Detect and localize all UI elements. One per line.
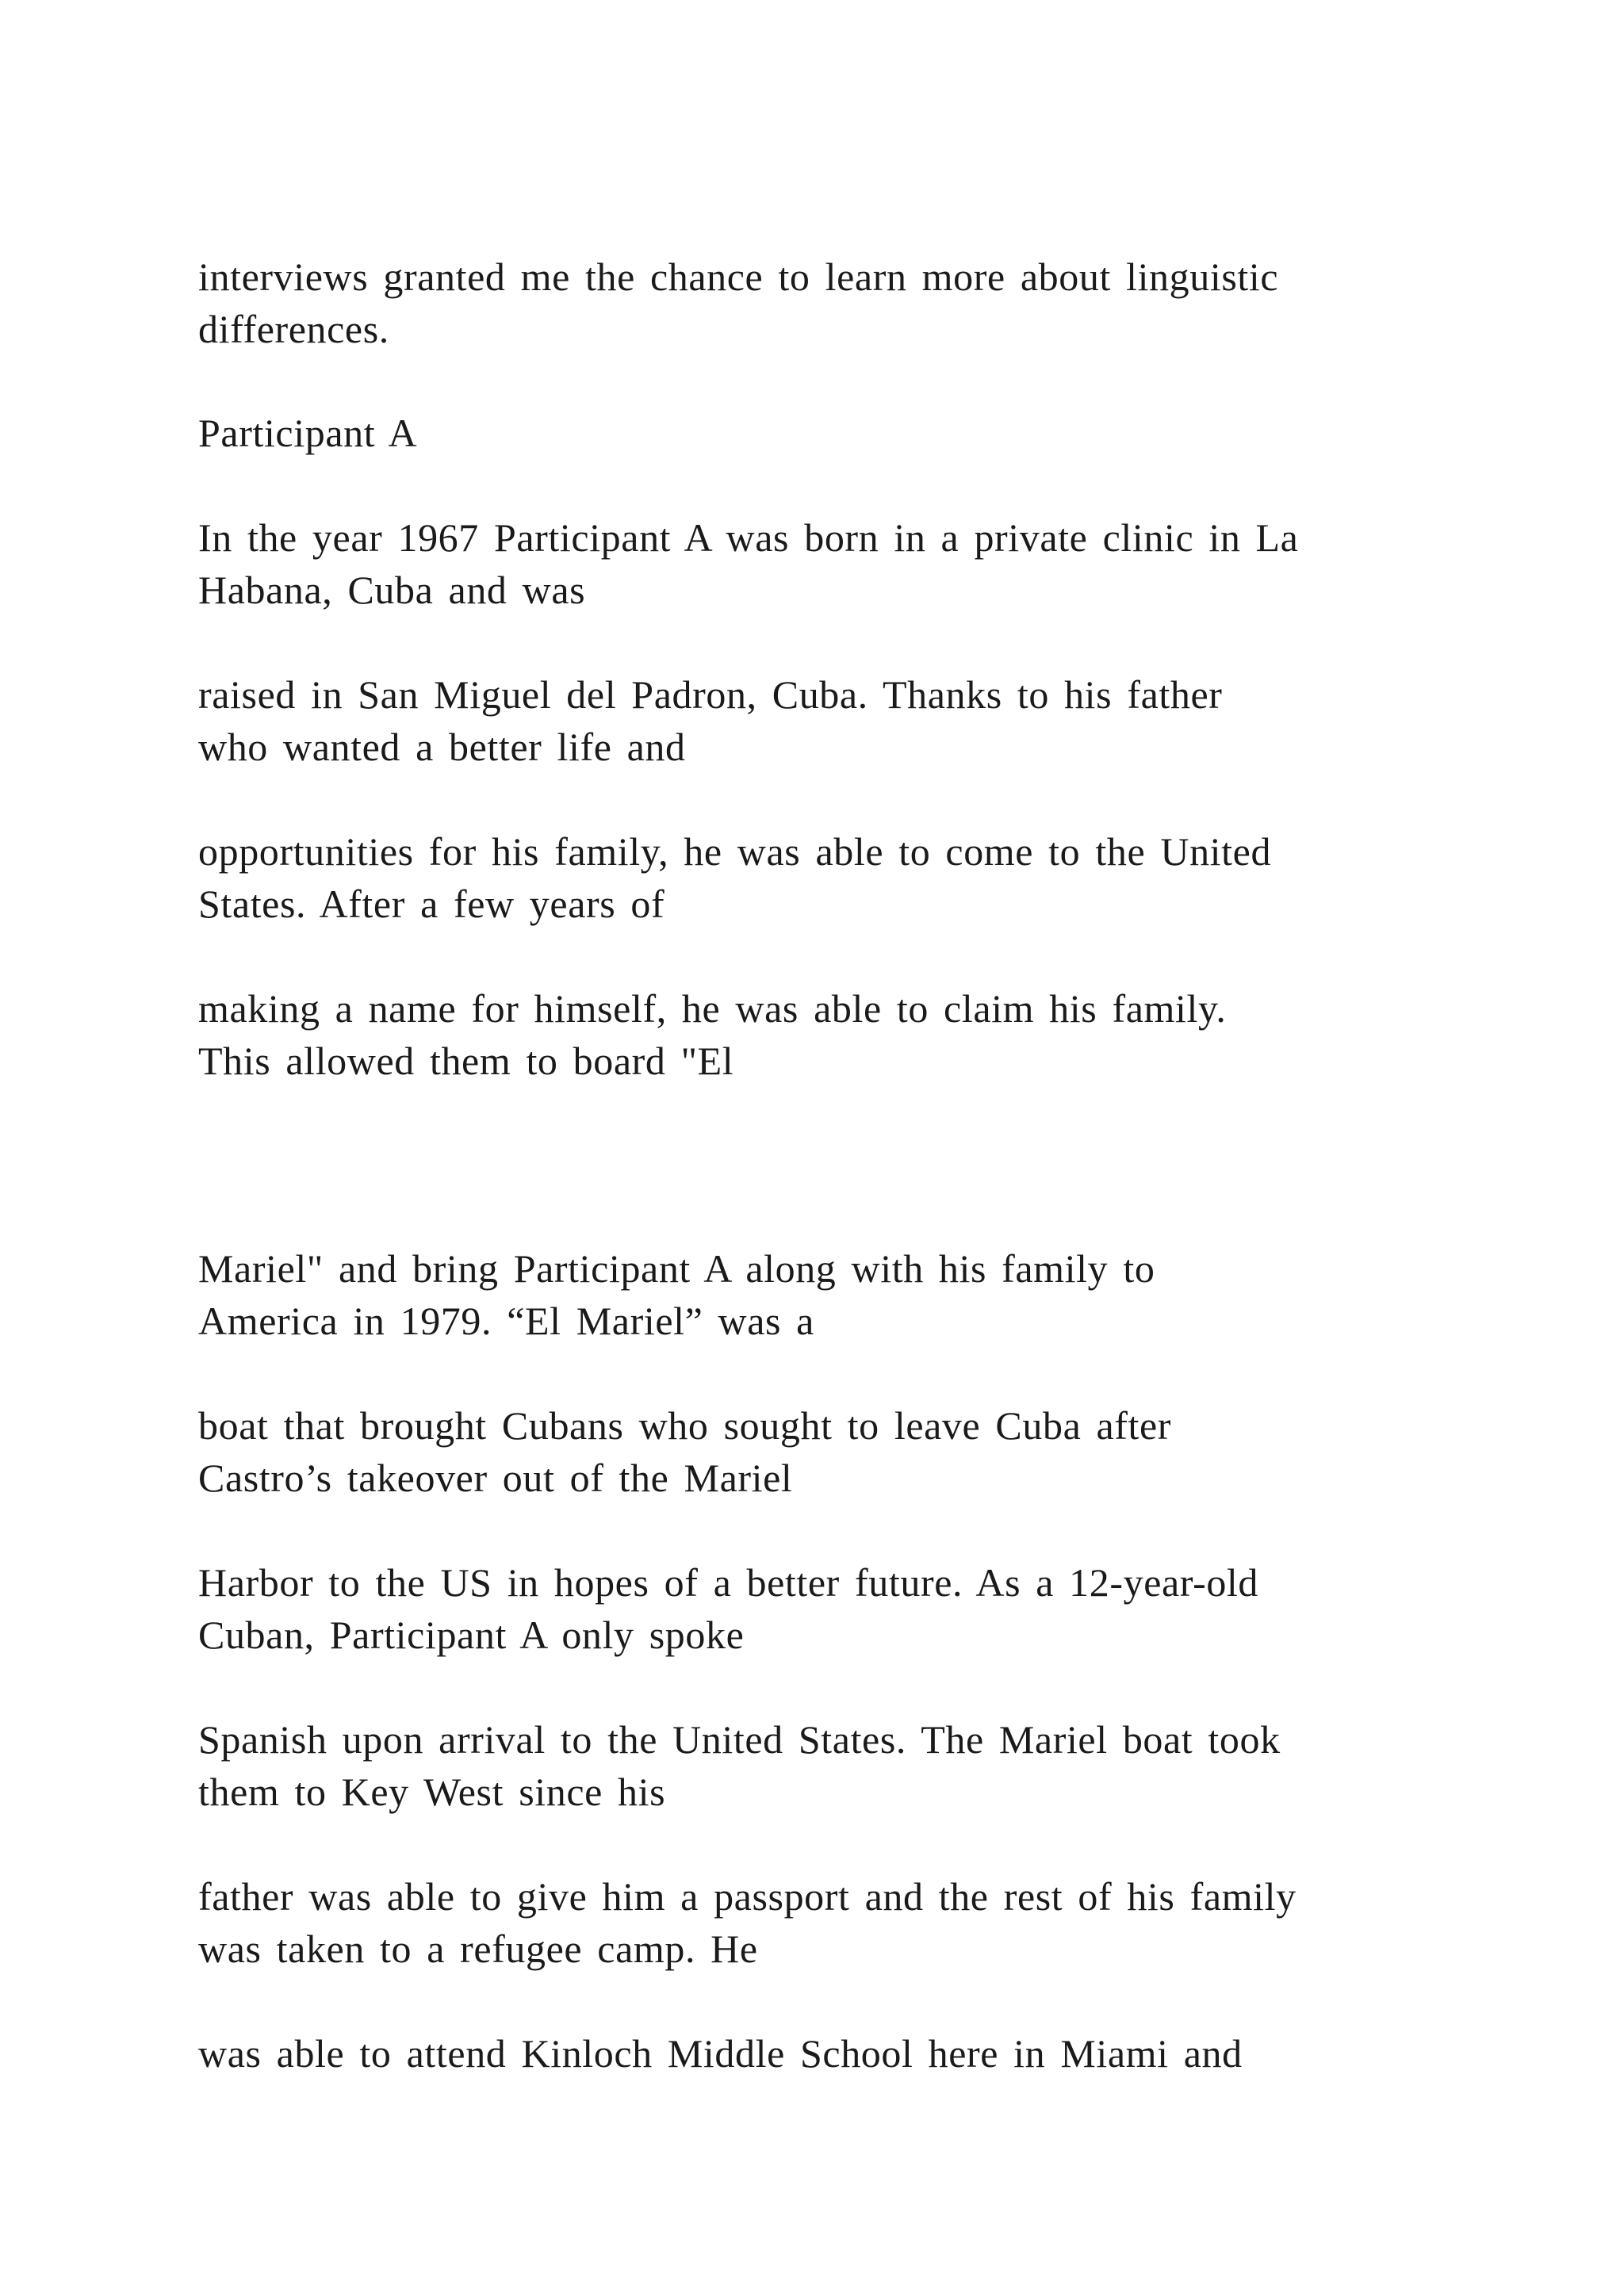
text-line: Spanish upon arrival to the United States. The Mariel boat took [198, 1717, 1281, 1762]
paragraph [198, 1242, 1546, 1347]
text-line: differences. [198, 307, 389, 351]
text-line: America in 1979. “El Mariel” was a [198, 1299, 814, 1343]
text-line: Cuban, Participant A only spoke [198, 1613, 745, 1657]
text-line: who wanted a better life and [198, 725, 686, 769]
section-heading [198, 407, 1546, 459]
text-line: Habana, Cuba and was [198, 568, 586, 612]
text-line: This allowed them to board "El [198, 1039, 734, 1083]
text-line: was taken to a refugee camp. He [198, 1927, 758, 1971]
paragraph [198, 511, 1546, 616]
paragraph [198, 1870, 1546, 1975]
text-line: Mariel" and bring Participant A along with his family to [198, 1246, 1155, 1291]
text-line: In the year 1967 Participant A was born in a private clinic in La [198, 515, 1299, 560]
text-line: Castro’s takeover out of the Mariel [198, 1456, 793, 1500]
paragraph [198, 982, 1546, 1087]
paragraph [198, 1556, 1546, 1661]
heading-text: Participant A [198, 411, 418, 455]
paragraph [198, 1713, 1546, 1818]
paragraph [198, 2027, 1546, 2080]
paragraph-intro [198, 251, 1546, 355]
text-line: boat that brought Cubans who sought to leave Cuba after [198, 1403, 1172, 1448]
text-line: Harbor to the US in hopes of a better future. As a 12-year-old [198, 1560, 1259, 1605]
text-line: them to Key West since his [198, 1770, 666, 1814]
text-line: raised in San Miguel del Padron, Cuba. Thanks to his father [198, 672, 1223, 717]
paragraph [198, 825, 1546, 930]
paragraph [198, 668, 1546, 773]
text-line: opportunities for his family, he was able to come to the United [198, 829, 1272, 874]
text-line: States. After a few years of [198, 882, 665, 926]
text-line: father was able to give him a passport and the rest of his family [198, 1874, 1297, 1919]
text-line: was able to attend Kinloch Middle School here in Miami and [198, 2031, 1243, 2076]
text-line: interviews granted me the chance to learn more about linguistic [198, 254, 1279, 299]
paragraph [198, 1399, 1546, 1504]
text-line: making a name for himself, he was able to claim his family. [198, 986, 1227, 1031]
